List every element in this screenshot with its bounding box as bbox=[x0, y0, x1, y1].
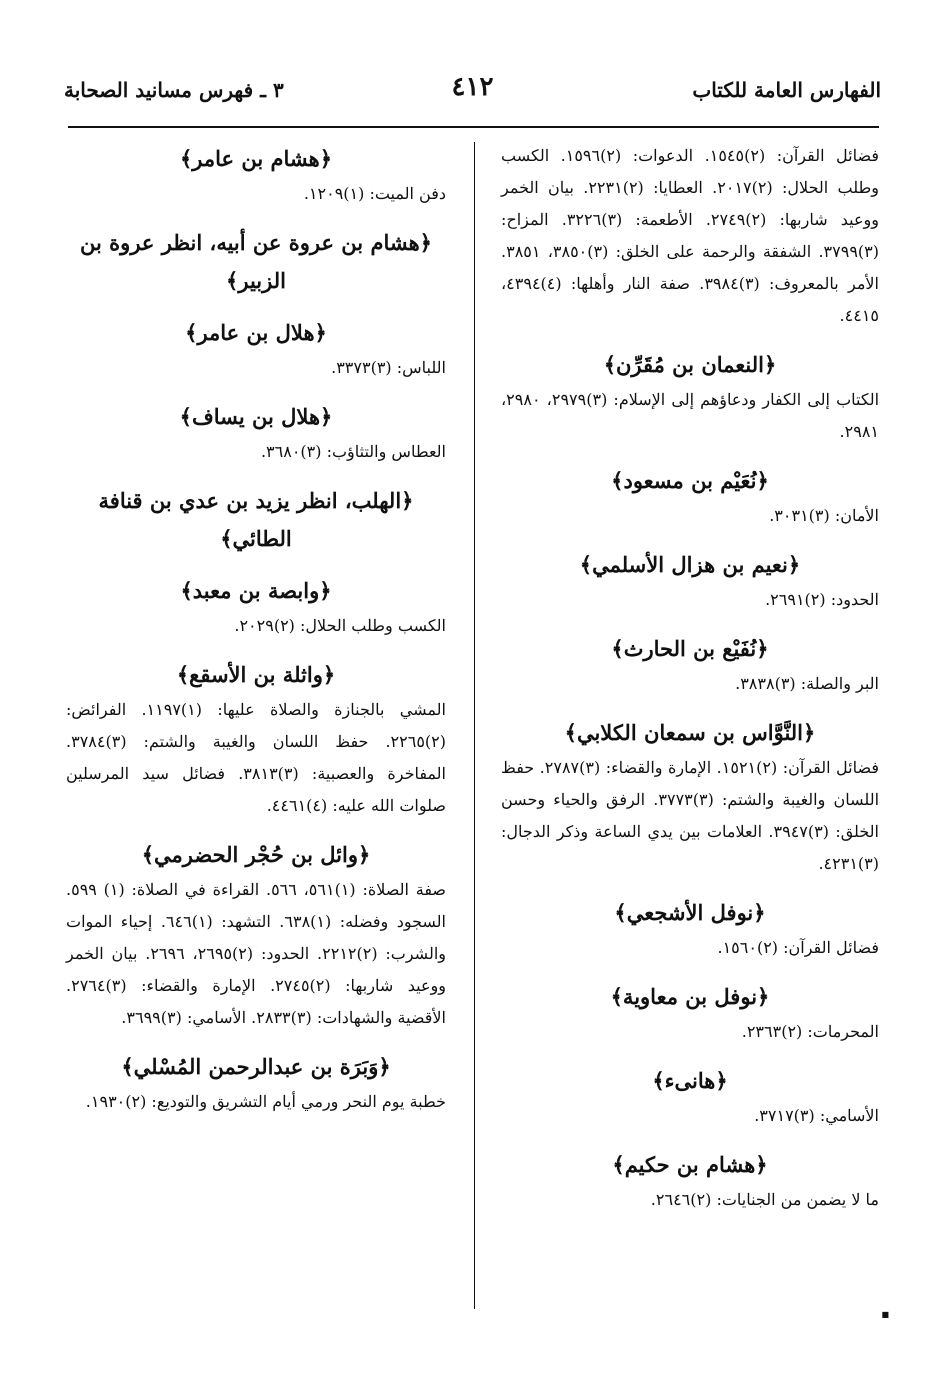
entry-references: دفن الميت: (١)١٢٠٩. bbox=[303, 184, 446, 203]
book-title: الفهارس العامة للكتاب bbox=[692, 78, 881, 102]
index-entry bbox=[501, 894, 879, 964]
entry-title: ﴿وَبَرَة بن عبدالرحمن المُسْلي﴾ bbox=[121, 1054, 391, 1079]
index-entry bbox=[501, 630, 879, 700]
index-entry bbox=[66, 482, 446, 558]
entry-title: ﴿وابصة بن معبد﴾ bbox=[180, 578, 332, 603]
entry-title: ﴿هانىء﴾ bbox=[652, 1068, 728, 1093]
index-entry bbox=[66, 314, 446, 384]
index-entry bbox=[66, 1048, 446, 1118]
entry-title: ﴿نُفَيْع بن الحارث﴾ bbox=[611, 636, 769, 661]
index-entry bbox=[66, 140, 446, 210]
entry-title: ﴿هشام بن عروة عن أبيه، انظر عروة بن الزبير﴾ bbox=[80, 230, 432, 293]
entry-references: الكتاب إلى الكفار ودعاؤهم إلى الإسلام: (٣)٢٩٧٩، ٢٩٨٠، ٢٩٨١. bbox=[501, 390, 880, 441]
entry-title: ﴿هشام بن حكيم﴾ bbox=[612, 1152, 768, 1177]
entry-references: فضائل القرآن: (٢)١٥٤٥. الدعوات: (٢)١٥٩٦. الكسب وطلب الحلال: (٢)٢٠١٧. العطايا: (٢)٢٢٣١. بيان الخمر ووعيد شاربها: (٢)٢٧٤٩. الأطعمة: (٣)٣٢٢٦. المزاح: (٣)٣٧٩٩. الشفقة والرحمة على الخلق: (٣)٣٨٥٠، ٣٨٥١. الأمر بالمعروف: (٣)٣٩٨٤. صفة النار وأهلها: (٤)٤٣٩٤، ٤٤١٥. bbox=[501, 146, 880, 325]
entry-title: ﴿نوفل الأشجعي﴾ bbox=[614, 900, 766, 925]
entry-title: ﴿الهلب، انظر يزيد بن عدي بن قنافة الطائي﴾ bbox=[98, 488, 414, 551]
entry-references: البر والصلة: (٣)٣٨٣٨. bbox=[735, 674, 879, 693]
index-entry bbox=[501, 140, 879, 332]
index-entry bbox=[66, 836, 446, 1034]
print-mark: ■ bbox=[881, 1310, 889, 1319]
entry-references: صفة الصلاة: (١)٥٦١، ٥٦٦. القراءة في الصلاة: (١) ٥٩٩. السجود وفضله: (١)٦٣٨. التشهد: (١)٦٤٦. إحياء الموات والشرب: (٢)٢٢١٢. الحدود: (٢)٢٦٩٥، ٢٦٩٦. بيان الخمر ووعيد شاربها: (٢)٢٧٤٥. الإمارة والقضاء: (٣)٢٧٦٤. الأقضية والشهادات: (٣)٢٨٣٣. الأسامي: (٣)٣٦٩٩. bbox=[66, 880, 447, 1027]
entry-references: اللباس: (٣)٣٣٧٣. bbox=[331, 358, 446, 377]
entry-references: الحدود: (٢)٢٦٩١. bbox=[765, 590, 879, 609]
entry-title: ﴿النَّوَّاس بن سمعان الكلابي﴾ bbox=[564, 720, 816, 745]
entry-title: ﴿نوفل بن معاوية﴾ bbox=[610, 984, 770, 1009]
index-entry bbox=[501, 462, 879, 532]
entry-title: ﴿نعيم بن هزال الأسلمي﴾ bbox=[579, 552, 801, 577]
entry-references: المحرمات: (٢)٢٣٦٣. bbox=[741, 1022, 879, 1041]
page-number: ٤١٢ bbox=[451, 72, 494, 102]
section-title: ٣ ـ فهرس مسانيد الصحابة bbox=[64, 78, 284, 102]
entry-title: ﴿هلال بن عامر﴾ bbox=[185, 320, 327, 345]
entry-title: ﴿وائل بن حُجْر الحضرمي﴾ bbox=[141, 842, 371, 867]
entry-references: خطبة يوم النحر ورمي أيام التشريق والتوديع: (٢)١٩٣٠. bbox=[85, 1092, 446, 1111]
entry-title: ﴿نُعَيْم بن مسعود﴾ bbox=[611, 468, 769, 493]
entry-references: فضائل القرآن: (٢)١٥٢١. الإمارة والقضاء: (٣)٢٧٨٧. حفظ اللسان والغيبة والشتم: (٣)٣٧٧٣. الرفق والحياء وحسن الخلق: (٣)٣٩٤٧. العلامات بين يدي الساعة وذكر الدجال: (٣)٤٢٣١. bbox=[501, 758, 880, 873]
index-entry bbox=[501, 1062, 879, 1132]
entry-references: الأمان: (٣)٣٠٣١. bbox=[769, 506, 879, 525]
index-entry bbox=[501, 346, 879, 448]
entry-title: ﴿هشام بن عامر﴾ bbox=[179, 146, 333, 171]
index-entry bbox=[501, 546, 879, 616]
index-entry bbox=[66, 224, 446, 300]
entry-references: الكسب وطلب الحلال: (٢)٢٠٢٩. bbox=[234, 616, 446, 635]
index-entry bbox=[66, 656, 446, 822]
entry-references: العطاس والتثاؤب: (٣)٣٦٨٠. bbox=[260, 442, 446, 461]
entry-title: ﴿النعمان بن مُقَرِّن﴾ bbox=[603, 352, 777, 377]
entry-references: ما لا يضمن من الجنايات: (٢)٢٦٤٦. bbox=[650, 1190, 879, 1209]
index-entry bbox=[66, 398, 446, 468]
left-column bbox=[66, 140, 446, 1132]
page-header bbox=[64, 72, 881, 116]
right-column bbox=[501, 140, 879, 1230]
index-entry bbox=[501, 714, 879, 880]
index-entry bbox=[501, 978, 879, 1048]
column-divider bbox=[474, 142, 475, 1309]
entry-references: المشي بالجنازة والصلاة عليها: (١)١١٩٧. الفرائض: (٢)٢٢٦٥. حفظ اللسان والغيبة والشتم: (٣)٣٧٨٤. المفاخرة والعصبية: (٣)٣٨١٣. فضائل سيد المرسلين صلوات الله عليه: (٤)٤٤٦١. bbox=[66, 700, 446, 815]
index-entry bbox=[501, 1146, 879, 1216]
header-rule bbox=[68, 126, 879, 128]
entry-title: ﴿هلال بن يساف﴾ bbox=[179, 404, 333, 429]
entry-references: الأسامي: (٣)٣٧١٧. bbox=[754, 1106, 879, 1125]
entry-title: ﴿واثلة بن الأسقع﴾ bbox=[176, 662, 336, 687]
entry-references: فضائل القرآن: (٢)١٥٦٠. bbox=[717, 938, 879, 957]
index-entry bbox=[66, 572, 446, 642]
